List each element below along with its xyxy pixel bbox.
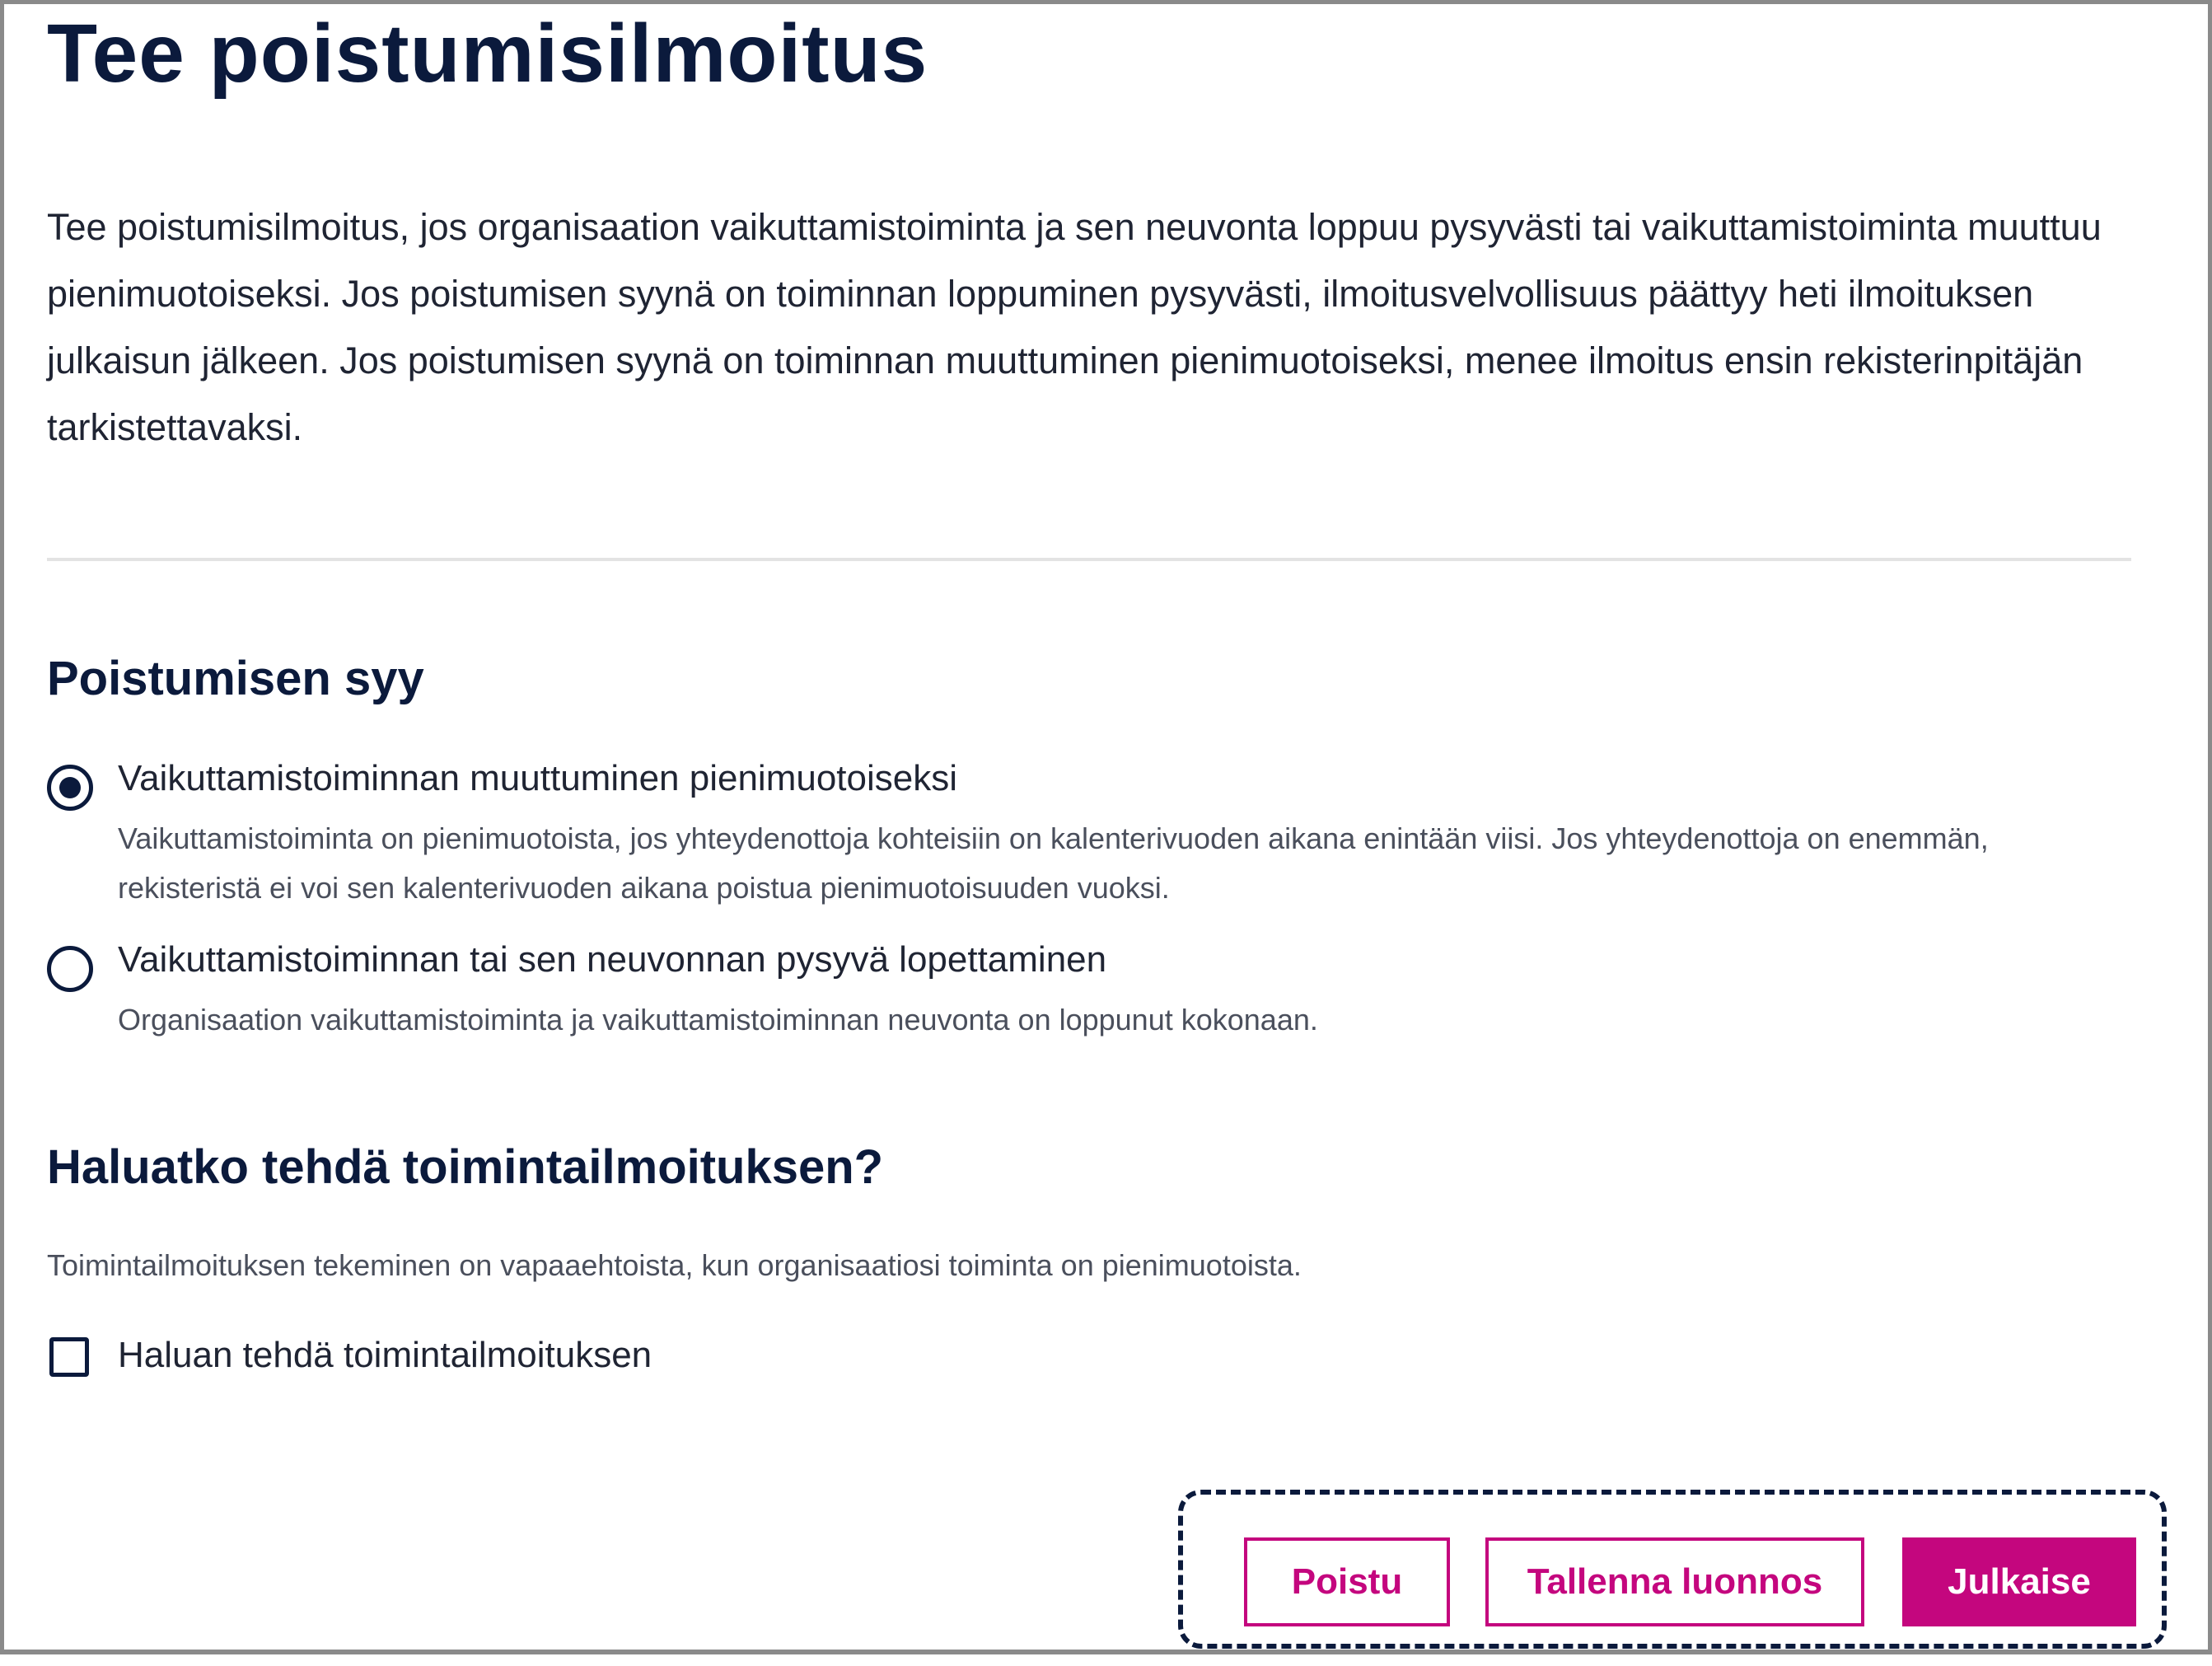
activity-report-hint: Toimintailmoituksen tekeminen on vapaaehtoista, kun organisaatiosi toiminta on pienimuotoista. (47, 1248, 1302, 1282)
action-button-group (1178, 1490, 2167, 1649)
radio-button-selected[interactable] (47, 765, 93, 811)
intro-text: Tee poistumisilmoitus, jos organisaation vaikuttamistoiminta ja sen neuvonta loppuu pysyvästi tai vaikuttamistoiminta muuttuu pienimuotoiseksi. Jos poistumisen syynä on toiminnan loppuminen pysyvästi, ilmoitusvelvollisuus päättyy heti ilmoituksen julkaisun jälkeen. Jos poistumisen syynä on toiminnan muuttuminen pienimuotoiseksi, menee ilmoitus ensin rekisterinpitäjän tarkistettavaksi. (47, 206, 2102, 448)
page-title: Tee poistumisilmoitus (47, 7, 928, 100)
save-draft-button[interactable]: Tallenna luonnos (1485, 1537, 1864, 1626)
reason-option-label[interactable]: Vaikuttamistoiminnan tai sen neuvonnan pysyvä lopettaminen (118, 939, 1107, 980)
exit-button[interactable]: Poistu (1244, 1537, 1450, 1626)
reason-option-label[interactable]: Vaikuttamistoiminnan muuttuminen pienimuotoiseksi (118, 758, 958, 798)
section-divider (47, 558, 2131, 561)
reason-option-description: Organisaation vaikuttamistoiminta ja vaikuttamistoiminnan neuvonta on loppunut kokonaan. (118, 1003, 1318, 1037)
reason-section-title: Poistumisen syy (47, 652, 424, 705)
activity-report-checkbox-label[interactable]: Haluan tehdä toimintailmoituksen (118, 1335, 652, 1375)
reason-option-description: Vaikuttamistoiminta on pienimuotoista, jos yhteydenottoja kohteisiin on kalenterivuoden aikana enintään viisi. Jos yhteydenottoja on enemmän, rekisteristä ei voi sen kalenterivuoden aikana poistua pienimuotoisuuden vuoksi. (118, 821, 1989, 905)
activity-report-checkbox[interactable] (49, 1337, 89, 1377)
activity-report-section-title: Haluatko tehdä toimintailmoituksen? (47, 1140, 884, 1194)
publish-button[interactable]: Julkaise (1902, 1537, 2136, 1626)
radio-button[interactable] (47, 946, 93, 992)
